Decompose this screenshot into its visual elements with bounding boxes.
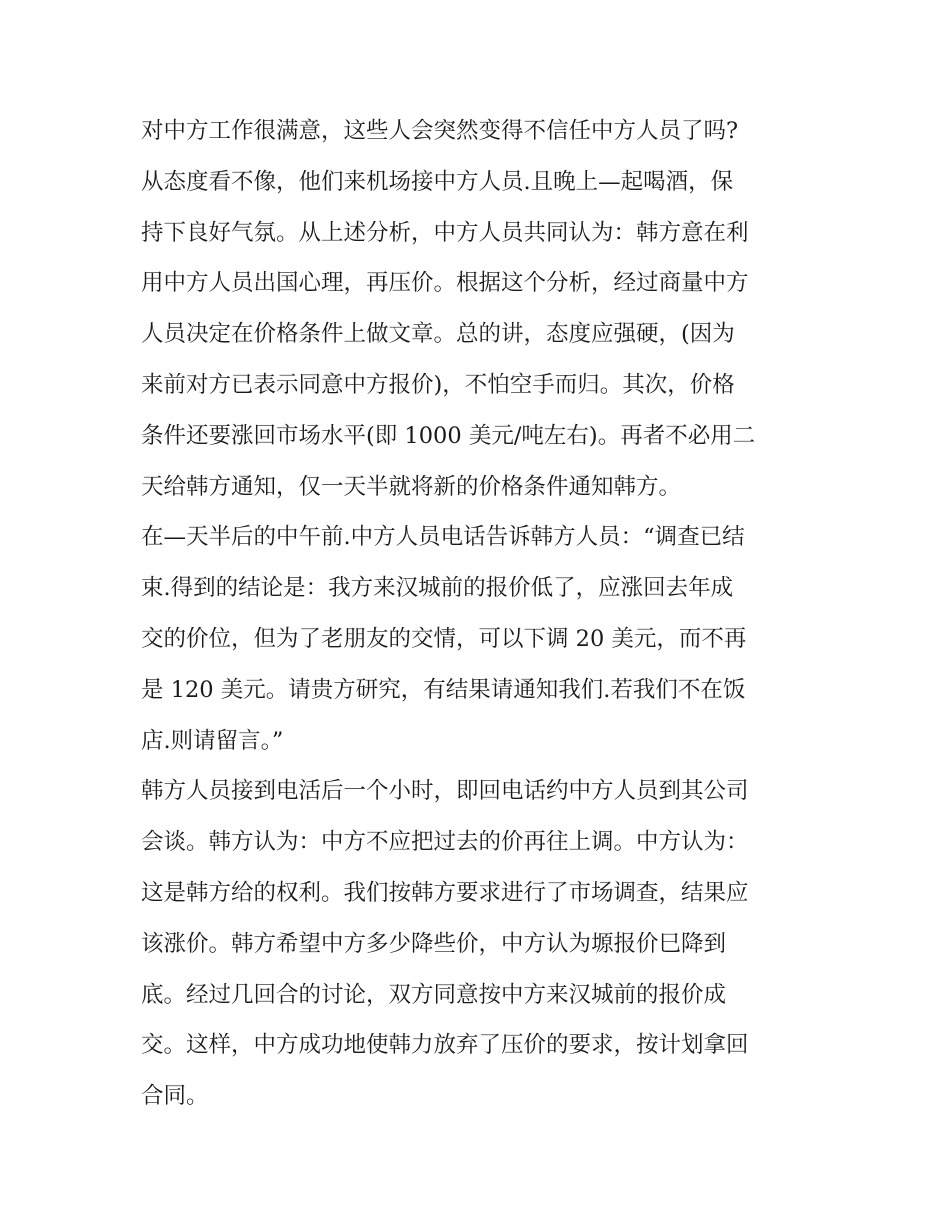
text-line: 天给韩方通知，仅一天半就将新的价格条件通知韩方。	[141, 473, 682, 500]
text-line: 这是韩方给的权利。我们按韩方要求进行了市场调查，结果应	[141, 879, 749, 906]
text-line: 持下良好气氛。从上述分析，中方人员共同认为：韩方意在利	[141, 219, 749, 246]
text-line: 交。这样，中方成功地使韩力放弃了压价的要求，按计划拿回	[141, 1032, 749, 1059]
text-line: 束.得到的结论是：我方来汉城前的报价低了，应涨回去年成	[141, 575, 734, 602]
text-line: 在—天半后的中午前.中方人员电话告诉韩方人员：“调查已结	[141, 524, 745, 551]
text-line: 从态度看不像，他们来机场接中方人员.且晚上—起喝酒，保	[141, 168, 734, 195]
document-body	[141, 106, 813, 1122]
text-line: 店.则请留言。”	[141, 727, 284, 754]
text-line: 人员决定在价格条件上做文章。总的讲，态度应强硬，(因为	[141, 321, 735, 348]
text-line: 合同。	[141, 1083, 209, 1110]
text-line: 该涨价。韩方希望中方多少降些价，中方认为塬报价巳降到	[141, 930, 727, 957]
text-line: 交的价位，但为了老朋友的交情，可以下调 20 美元，而不再	[141, 625, 747, 652]
text-line: 来前对方已表示同意中方报价)，不怕空手而归。其次，价格	[141, 371, 735, 398]
text-line: 是 120 美元。请贵方研究，有结果请通知我们.若我们不在饭	[141, 676, 746, 703]
text-line: 韩方人员接到电活后一个小时，即回电话约中方人员到其公司	[141, 778, 749, 805]
text-line: 对中方工作很满意，这些人会突然变得不信任中方人员了吗?	[141, 118, 739, 144]
text-line: 条件还要涨回市场水平(即 1000 美元/吨左右)。再者不必用二	[141, 422, 756, 449]
text-line: 底。经过几回合的讨论，双方同意按中方来汉城前的报价成	[141, 981, 727, 1008]
text-line: 会谈。韩方认为：中方不应把过去的价再往上调。中方认为：	[141, 829, 749, 856]
text-line: 用中方人员出国心理，再压价。根据这个分析，经过商量中方	[141, 270, 749, 297]
